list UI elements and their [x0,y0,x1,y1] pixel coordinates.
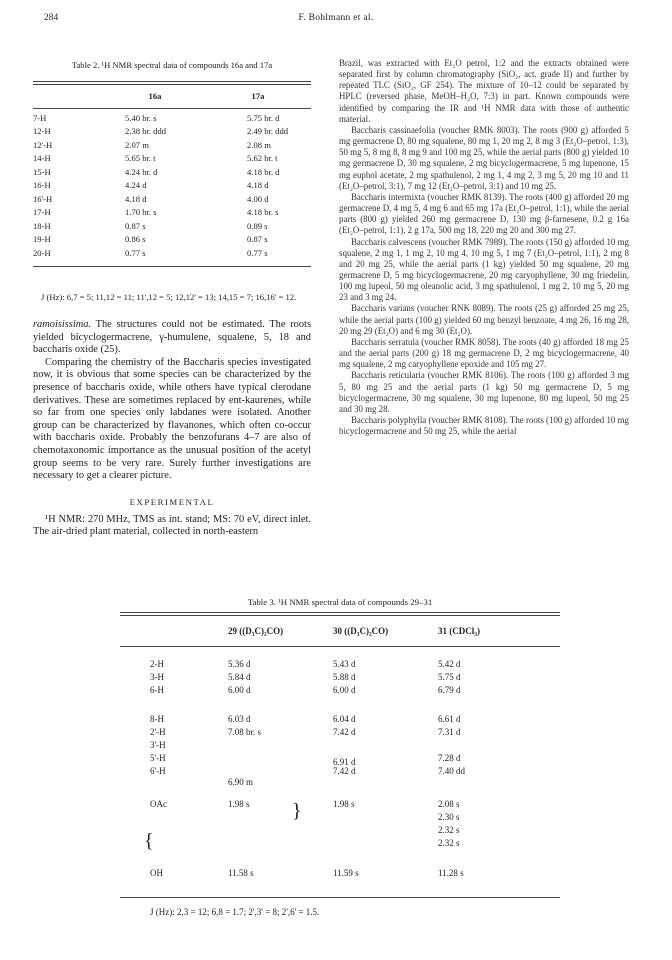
shift-value: 0.86 s [125,234,146,244]
table2-col-16a: 16a [148,91,162,101]
shift-value: 5.88 d [333,672,356,682]
running-header-authors: F. Bohlmann et al. [298,13,374,23]
right-paragraph-1: Brazil, was extracted with Et₂O petrol, 1:2 and the extracts obtained were separated first by column chromatography (SiO₂, act. grade II) and further by repeated TLC (SiO₂, GF 254). The mixture of 10–12 could be separated by HPLC (reversed phase, MeOH–H₂O, 7:3) in part. Known compounds were identified by comparing the IR and ¹H NMR data with those of authentic material. [339,58,629,124]
proton-label: 6-H [150,685,164,695]
shift-value: 5.65 br. t [125,153,156,163]
table3-body [120,647,560,895]
table-row [33,112,311,126]
table2-top-rule [33,81,311,82]
left-paragraph-1 [33,319,311,357]
table-row [33,220,311,234]
table-row [33,166,311,180]
shift-value: 2.38 br. ddd [125,126,167,136]
shift-value: 5.40 br. s [125,112,157,123]
shift-value: 11.58 s [228,868,254,878]
shift-value: 2.30 s [438,812,460,822]
right-paragraph-7: Baccharis reticularia (voucher RMK 8106). The roots (100 g) afforded 3 mg 5, 80 mg 25 and the aerial parts (1 kg) 50 mg germacrene D, 5 mg bicyclogermacrene, 30 mg squalene, 30 mg lupenone, 80 mg lupeol, 50 mg 25 and 30 mg 28. [339,370,629,414]
shift-value: 0.87 s [125,220,146,231]
table3-col-30: 30 ((D₃C)₂CO) [333,626,389,636]
shift-value: 1.70 br. s [125,207,157,217]
shift-value: 4.18 br. s [247,207,279,217]
table2-header [33,90,311,104]
proton-label: 18-H [33,220,51,231]
table2-col-0 [33,90,105,104]
table2-top-rule-2 [33,84,311,85]
right-paragraph-6: Baccharis serratula (voucher RMK 8058). The roots (40 g) afforded 18 mg 25 and the aerial parts (200 g) 18 mg germacrene D, 2 mg bicyclogermacrene, 40 mg squalene, 2 mg caryophyllene epoxide and 105 mg 27. [339,336,629,370]
shift-value: 7.42 d [333,727,356,737]
table-row [33,139,311,153]
table3-caption: Table 3. ¹H NMR spectral data of compounds 29–31 [247,597,433,607]
table3-bottom-rule [120,897,560,898]
right-paragraph-5: Baccharis varians (voucher RNK 8089). The roots (25 g) afforded 25 mg 25, while the aerial parts (100 g) yielded 60 mg benzyl benzoate, 4 mg 26, 16 mg 28, 20 mg 29 (Et₂O) and 6 mg 30 (Et₂O). [339,303,629,336]
table2-footnote: J (Hz): 6,7 = 5; 11,12 = 11; 11',12 = 5; 12,12' = 13; 14,15 = 7; 16,16' = 12. [41,292,297,302]
table2-header-rule [33,108,311,109]
proton-label: 14-H [33,153,51,163]
shift-value: 1.98 s [333,799,355,809]
shift-value: 0.87 s [247,234,268,244]
shift-value: 7.40 dd [438,766,465,776]
shift-value: 4.00 d [247,193,269,204]
table-row [33,179,311,193]
left-paragraph-2: Comparing the chemistry of the Baccharis species investigated now, it is obvious that some species can be characterized by the presence of baccharis oxide, while others have typical clerodane derivatives. These are sometimes replaced by ent-kaurenes, while so far from one species only labdanes were isolated. Another group can be characterized by flavanones, which often co-occur with baccharis oxide. Probably the benzofurans 4–7 are also of chemotaxonomic importance as the unusual position of the acetyl group seems to be very rare. Surely further investigations are necessary to get a clearer picture. [33,356,311,482]
shift-value: 6.04 d [333,714,356,724]
shift-value: 2.08 m [247,139,271,150]
shift-value: 2.49 br. ddd [247,126,289,136]
table-row [33,206,311,220]
page-number: 284 [44,13,59,23]
table3-col-31: 31 (CDCl₃) [438,626,480,636]
right-paragraph-3: Baccharis intermixta (voucher RMK 8139). The roots (400 g) afforded 20 mg germacrene D, 4 mg 5, 4 mg 6 and 65 mg 17a (Et₂O–petrol, 1:1), while the aerial parts (800 g) yielded 260 mg germacrene D, 130 mg β-farnesene, 0.2 g 16a (Et₂O–petrol, 1:1), 2 g 17a, 500 mg 18, 220 mg 20 and 300 mg 27. [339,191,629,236]
shift-value: 0.77 s [125,247,146,258]
proton-label: 8-H [150,714,164,724]
brace-right-29: } [292,800,302,822]
table3-col-29: 29 ((D₃C)₂CO) [228,626,284,636]
left-paragraph-1-text: The structures could not be estimated. The roots yielded bicyclogermacrene, γ-humulene, squalene, 5, 18 and baccharis oxide (25). [33,319,311,356]
shift-value: 2.08 s [438,799,460,809]
shift-value: 11.59 s [333,868,359,878]
proton-label: 7-H [33,112,47,123]
shift-value: 4.24 br. d [125,166,158,177]
shift-value: 6.91 d [333,757,356,767]
shift-value: 4.18 d [125,193,147,204]
shift-value: 6.90 m [228,777,254,787]
shift-value: 7.28 d [438,753,461,763]
proton-label: 20-H [33,247,51,258]
proton-label: 17-H [33,207,51,217]
experimental-heading: EXPERIMENTAL [129,496,215,507]
shift-value: 5.75 br. d [247,112,280,123]
shift-value: 5.43 d [333,659,356,669]
shift-value: 1.98 s [228,799,250,809]
shift-value: 5.42 d [438,659,461,669]
proton-label: OH [150,868,163,878]
left-column [33,60,311,539]
table-row [33,193,311,207]
table3-top-rule [120,612,560,613]
shift-value: 6.61 d [438,714,461,724]
shift-value: 5.84 d [228,672,251,682]
shift-value: 6.00 d [228,685,251,695]
shift-value: 2.32 s [438,838,460,848]
table-row [33,152,311,166]
table-row [33,233,311,247]
shift-value: 11.28 s [438,868,464,878]
left-paragraph-3: ¹H NMR: 270 MHz, TMS as int. stand; MS: 70 eV, direct inlet. The air-dried plant material, collected in north-eastern [33,513,311,538]
shift-value: 0.89 s [247,220,268,231]
shift-value: 7.08 br. s [228,727,262,737]
brace-left-labels: { [144,830,154,852]
table2-caption: Table 2. ¹H NMR spectral data of compounds 16a and 17a [71,60,273,70]
right-paragraph-4: Baccharis calvescens (voucher RMK 7989). The roots (150 g) afforded 10 mg squalene, 2 mg 1, 1 mg 2, 10 mg 4, 10 mg 5, 1 mg 7 (Et₂O–petrol, 1:1), 2 mg 8 and 20 mg 25, while the aerial parts (1 kg) yielded 50 mg squalene, 20 mg germacrene D, 5 mg bicyclogermacrene, 20 mg caryophyllene, 30 mg friedelin, 100 mg lupeol, 50 mg oleanolic acid, 3 mg spathulenol, 1 mg 2, 10 mg 5, 20 mg 23 and 3 mg 24. [339,236,629,303]
shift-value: 6.03 d [228,714,251,724]
proton-label: 2-H [150,659,164,669]
shift-value: 2.32 s [438,825,460,835]
shift-value: 5.62 br. t [247,153,278,163]
proton-label: 12'-H [33,139,53,150]
shift-value: 6.79 d [438,685,461,695]
shift-value: 4.18 br. d [247,166,280,177]
proton-label: 19-H [33,234,51,244]
table3 [120,596,560,918]
shift-value: 7.31 d [438,727,461,737]
shift-value: 7.42 d [333,766,356,776]
right-paragraph-2: Baccharis cassinaefolia (voucher RMK 8003). The roots (900 g) afforded 5 mg germacrene D, 80 mg squalene, 80 mg 1, 20 mg 2, 8 mg 3 (Et₂O–petrol, 1:3), 50 mg 5, 8 mg 8, 8 mg 9 and 100 mg 25, while the aerial parts (800 g) yielded 10 mg germacrene D, 30 mg squalene, 2 mg bicyclogermacrene, 5 mg lupenone, 15 mg euphol acetate, 2 mg spathulenol, 2 mg 1, 4 mg 2, 3 mg 5, 20 mg 10 and 11 (Et₂O–petrol, 3:1), 7 mg 12 (Et₂O–petrol, 3:1) and 10 mg 25. [339,124,629,191]
shift-value: 4.24 d [125,180,147,190]
table2-col-17a: 17a [251,91,265,101]
shift-value: 6.00 d [333,685,356,695]
table2-body [33,112,311,261]
shift-value: 5.36 d [228,659,251,669]
shift-value: 5.75 d [438,672,461,682]
proton-label: OAc [150,799,167,809]
species-name: ramoisissima. [33,319,92,330]
proton-label: 3-H [150,672,164,682]
table3-footnote: J (Hz): 2,3 = 12; 6,8 = 1.7; 2',3' = 8; 2',6' = 1.5. [150,907,320,917]
table2-bottom-rule [33,266,311,267]
shift-value: 4.18 d [247,180,269,190]
table3-header [120,616,560,646]
shift-value: 0.77 s [247,247,268,258]
proton-label: 16-H [33,180,51,190]
right-paragraph-8: Baccharis polyphylla (voucher RMK 8108). The roots (100 g) afforded 10 mg bicyclogermacrene and 50 mg 25, while the aerial [339,415,629,437]
table-row [33,247,311,261]
proton-label: 6'-H [150,766,166,776]
table-row [33,125,311,139]
proton-label: 5'-H [150,753,166,763]
proton-label: 2'-H [150,727,166,737]
right-column [339,58,629,437]
proton-label: 12-H [33,126,51,136]
proton-label: 3'-H [150,740,166,750]
proton-label: 15-H [33,166,51,177]
shift-value: 2.07 m [125,139,149,150]
proton-label: 16'-H [33,193,53,204]
